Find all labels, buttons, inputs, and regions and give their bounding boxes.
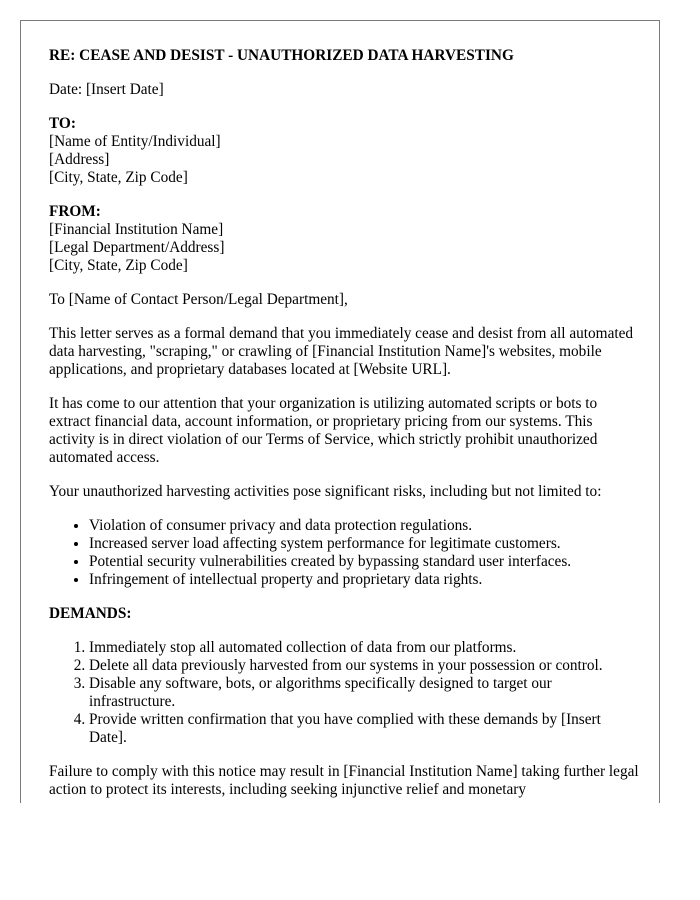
risk-item: • Violation of consumer privacy and data protection regulations. <box>89 517 639 535</box>
closing-paragraph: Failure to comply with this notice may result in [Financial Institution Name] taking further legal action to protect its interests, including seeking injunctive relief and monetary <box>49 763 639 798</box>
demands-list <box>49 639 639 747</box>
from-line-name: [Financial Institution Name] <box>49 221 224 238</box>
risk-item: • Infringement of intellectual property and proprietary data rights. <box>89 571 639 589</box>
letter-date: Date: [Insert Date] <box>49 81 164 98</box>
to-line-city: [City, State, Zip Code] <box>49 169 188 186</box>
letter-title: RE: CEASE AND DESIST - UNAUTHORIZED DATA HARVESTING <box>49 47 514 64</box>
paragraph-demand: This letter serves as a formal demand that you immediately cease and desist from all automated data harvesting, "scraping," or crawling of [Financial Institution Name]'s websites, mobile applications, and proprietary databases located at [Website URL]. <box>49 325 634 378</box>
demand-item: 1. Immediately stop all automated collection of data from our platforms. <box>89 639 639 657</box>
letter-content <box>49 47 639 803</box>
to-label: TO: <box>49 115 76 132</box>
salutation: To [Name of Contact Person/Legal Department], <box>49 291 348 308</box>
risk-item: • Increased server load affecting system performance for legitimate customers. <box>89 535 639 553</box>
to-line-address: [Address] <box>49 151 110 168</box>
risk-item: • Potential security vulnerabilities created by bypassing standard user interfaces. <box>89 553 639 571</box>
from-label: FROM: <box>49 203 101 220</box>
from-block <box>49 203 639 275</box>
demand-item: 2. Delete all data previously harvested from our systems in your possession or control. <box>89 657 639 675</box>
to-line-name: [Name of Entity/Individual] <box>49 133 221 150</box>
risks-list <box>49 517 639 589</box>
demands-heading: DEMANDS: <box>49 605 132 622</box>
to-block <box>49 115 639 187</box>
from-line-city: [City, State, Zip Code] <box>49 257 188 274</box>
demand-item: 3. Disable any software, bots, or algorithms specifically designed to target our infrastructure. <box>89 675 639 711</box>
letter-page <box>20 20 660 803</box>
paragraph-risks-intro: Your unauthorized harvesting activities pose significant risks, including but not limited to: <box>49 483 602 500</box>
demand-item: 4. Provide written confirmation that you have complied with these demands by [Insert Date]. <box>89 711 639 747</box>
paragraph-attention: It has come to our attention that your organization is utilizing automated scripts or bots to extract financial data, account information, or proprietary pricing from our systems. This activity is in direct violation of our Terms of Service, which strictly prohibit unauthorized automated access. <box>49 395 598 466</box>
from-line-address: [Legal Department/Address] <box>49 239 225 256</box>
